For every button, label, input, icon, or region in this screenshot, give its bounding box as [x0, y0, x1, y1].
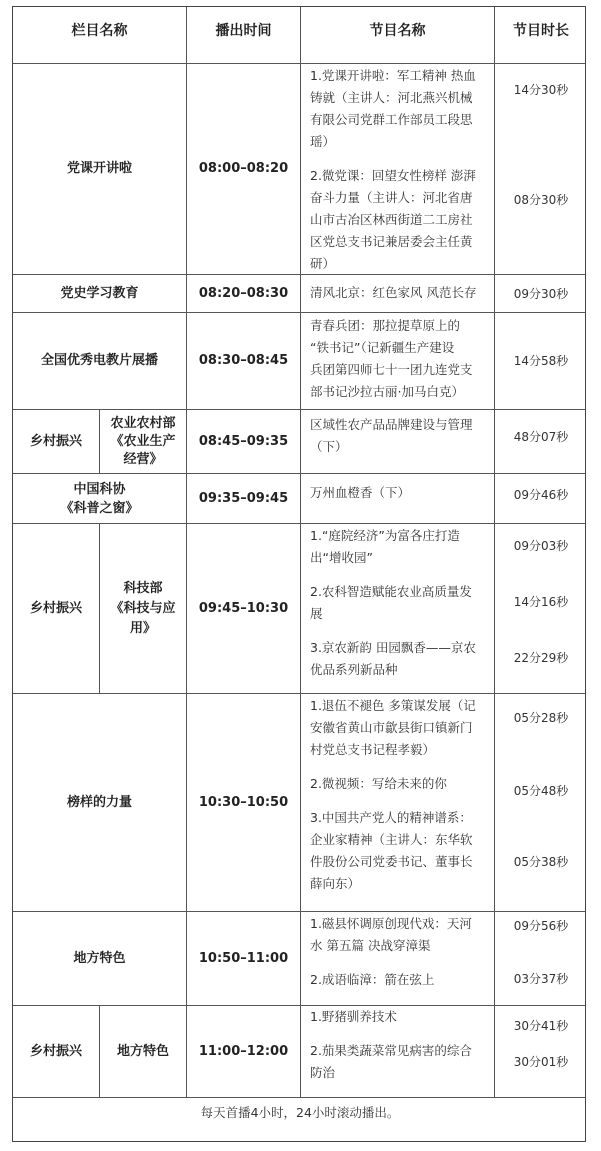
header-duration: 节目时长: [513, 23, 569, 39]
sub-column-line: 《农业生产: [110, 433, 176, 449]
program-list: [301, 482, 494, 504]
air-time: 08:00–08:20: [198, 161, 289, 176]
air-time: 08:30–08:45: [198, 353, 289, 368]
duration-value: 09分30秒: [513, 287, 569, 301]
column-name-line: 中国科协: [73, 481, 126, 497]
duration-value: 48分07秒: [513, 430, 569, 444]
header-column-name: 栏目名称: [71, 23, 128, 39]
sub-column-name: [100, 524, 186, 693]
program-list: [301, 913, 494, 991]
row-divider: [13, 1097, 585, 1098]
program-list: [301, 282, 494, 304]
program-list: [301, 1006, 494, 1084]
column-name: 乡村振兴: [29, 1043, 82, 1059]
column-name: 全国优秀电教片展播: [40, 353, 158, 368]
column-name: [13, 474, 186, 523]
air-time: 09:45–10:30: [198, 600, 289, 616]
duration-value: 30分01秒: [513, 1055, 569, 1069]
program-item: 区域性农产品品牌建设与管理 （下）: [310, 417, 473, 454]
duration-value: 30分41秒: [513, 1019, 569, 1033]
program-list: [301, 65, 494, 275]
column-name: 乡村振兴: [29, 600, 82, 616]
sub-column-name: [100, 410, 186, 473]
program-list: [301, 315, 494, 403]
duration-value: 22分29秒: [513, 651, 569, 665]
duration-value: 09分46秒: [513, 488, 569, 502]
sub-column-name: 地方特色: [116, 1043, 169, 1059]
sub-column-line: 经营》: [123, 451, 163, 467]
program-item: 2.微视频：写给未来的你: [310, 776, 447, 791]
program-item: 清风北京：红色家风 风范长存: [310, 285, 477, 300]
air-time: 09:35–09:45: [198, 490, 289, 506]
duration-value: 09分03秒: [513, 539, 569, 553]
sub-column-line: 用》: [129, 620, 156, 636]
program-item: 2.成语临漳：箭在弦上: [310, 972, 435, 987]
air-time: 11:00–12:00: [198, 1043, 289, 1059]
column-name: 党史学习教育: [60, 285, 139, 301]
program-item: 青春兵团：那拉提草原上的 “铁书记”（记新疆生产建设 兵团第四师七十一团九连党支 部书记沙拉古丽·加马白克）: [310, 318, 473, 399]
schedule-table: [12, 6, 586, 1142]
duration-value: 08分30秒: [513, 193, 569, 207]
column-name-line: 《科普之窗》: [60, 500, 139, 516]
duration-value: 09分56秒: [513, 919, 569, 933]
duration-value: 05分48秒: [513, 784, 569, 798]
program-item: 1.“庭院经济”为富各庄打造 出“增收园”: [310, 528, 460, 565]
air-time: 08:20–08:30: [198, 285, 289, 301]
column-name: 乡村振兴: [29, 433, 82, 449]
program-item: 1.磁县怀调原创现代戏：天河 水 第五篇 决战穿漳渠: [310, 916, 472, 953]
program-item: 2.农科智造赋能农业高质量发 展: [310, 584, 472, 621]
column-name: 地方特色: [73, 950, 126, 966]
column-name: 榜样的力量: [66, 794, 132, 810]
program-item: 3.京农新韵 田园飘香——京农 优品系列新品种: [310, 640, 476, 677]
footer-note: 每天首播4小时，24小时滚动播出。: [200, 1105, 400, 1120]
header-program-name: 节目名称: [369, 23, 426, 39]
program-list: [301, 695, 494, 895]
air-time: 10:50–11:00: [198, 950, 289, 966]
sub-column-line: 《科技与应: [110, 600, 176, 616]
duration-value: 03分37秒: [513, 972, 569, 986]
duration-value: 14分58秒: [513, 354, 569, 368]
program-item: 万州血橙香（下）: [310, 485, 411, 500]
program-item: 1.退伍不褪色 多策谋发展（记 安徽省黄山市歙县街口镇新门 村党总支书记程孝毅）: [310, 698, 476, 757]
air-time: 08:45–09:35: [198, 433, 289, 449]
header-air-time: 播出时间: [215, 23, 272, 39]
duration-value: 14分30秒: [513, 83, 569, 97]
duration-value: 05分38秒: [513, 855, 569, 869]
program-item: 1.党课开讲啦：军工精神 热血 铸就（主讲人：河北燕兴机械 有限公司党群工作部员工段思 瑶）: [310, 68, 476, 149]
column-name: 党课开讲啦: [66, 161, 132, 176]
program-item: 2.茄果类蔬菜常见病害的综合 防治: [310, 1043, 472, 1080]
program-item: 3.中国共产党人的精神谱系： 企业家精神（主讲人：东华软 件股份公司党委书记、董事长 薛向东）: [310, 810, 473, 891]
duration-value: 14分16秒: [513, 595, 569, 609]
sub-column-line: 科技部: [123, 580, 163, 596]
program-list: [301, 525, 494, 681]
air-time: 10:30–10:50: [198, 794, 289, 810]
program-list: [301, 414, 494, 458]
program-item: 1.野猪驯养技术: [310, 1009, 397, 1024]
sub-column-line: 农业农村部: [110, 415, 176, 431]
program-item: 2.微党课：回望女性榜样 澎湃 奋斗力量（主讲人：河北省唐 山市古冶区林西街道二工房社 区党总支书记兼居委会主任黄 研）: [310, 168, 476, 271]
duration-value: 05分28秒: [513, 711, 569, 725]
